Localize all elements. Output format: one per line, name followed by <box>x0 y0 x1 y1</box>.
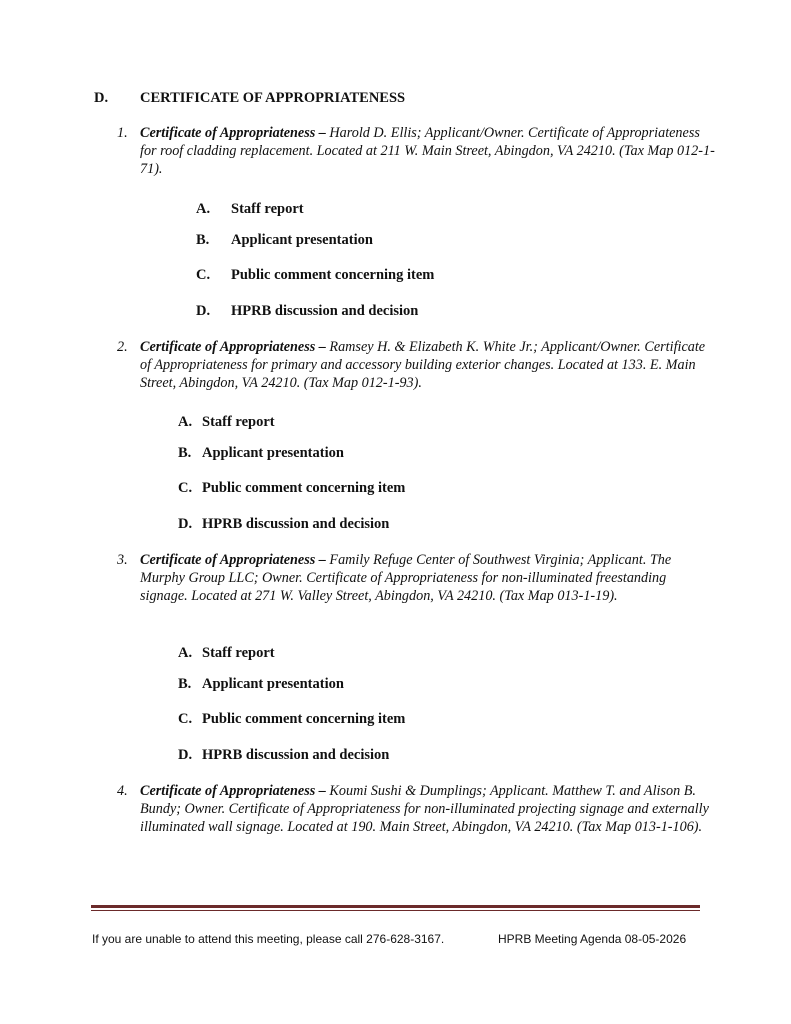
item-text: Koumi Sushi & Dumplings; Applicant. Matthew T. and Alison B. Bundy; Owner. Certificate of Appropriateness for non-illuminated projecting signage and externally illuminated wall signage. Located at 190. Main Street, Abingdon, VA 24210. (Tax Map 013-1-106). <box>140 783 709 835</box>
subitem: A. Staff report <box>178 645 275 661</box>
subitem: D. HPRB discussion and decision <box>178 516 390 532</box>
footer-divider <box>91 905 700 908</box>
section-heading <box>94 90 405 107</box>
item-description <box>140 782 717 836</box>
footer-contact-note: If you are unable to attend this meeting, please call 276-628-3167. <box>92 932 445 946</box>
subitem: B. Applicant presentation <box>178 676 344 692</box>
agenda-item <box>117 124 717 178</box>
item-description <box>140 124 717 178</box>
item-text: Ramsey H. & Elizabeth K. White Jr.; Applicant/Owner. Certificate of Appropriateness for primary and accessory building exterior changes. Located at 133. E. Main Street, Abingdon, VA 24210. (Tax Map 012-1-93). <box>140 339 706 391</box>
item-number: 4. <box>117 783 128 799</box>
subitem: D. HPRB discussion and decision <box>178 747 390 763</box>
section-letter: D. <box>94 90 109 106</box>
item-number: 1. <box>117 125 128 141</box>
subitem: C. Public comment concerning item <box>196 267 435 283</box>
subitem: B. Applicant presentation <box>196 232 373 248</box>
item-lead: Certificate of Appropriateness – <box>140 339 326 355</box>
item-description <box>140 551 717 605</box>
item-text: Harold D. Ellis; Applicant/Owner. Certificate of Appropriateness for roof cladding replacement. Located at 211 W. Main Street, Abingdon, VA 24210. (Tax Map 012-1-71). <box>140 125 715 177</box>
agenda-item <box>117 338 717 392</box>
item-description <box>140 338 717 392</box>
footer-divider-thin <box>91 910 700 911</box>
subitem: C. Public comment concerning item <box>178 711 406 727</box>
item-lead: Certificate of Appropriateness – <box>140 552 326 568</box>
section-title: CERTIFICATE OF APPROPRIATENESS <box>140 90 406 106</box>
agenda-item <box>117 782 717 836</box>
item-lead: Certificate of Appropriateness – <box>140 125 326 141</box>
item-number: 3. <box>117 552 128 568</box>
subitem: A. Staff report <box>196 201 304 217</box>
subitem: C. Public comment concerning item <box>178 480 406 496</box>
item-number: 2. <box>117 339 128 355</box>
agenda-item <box>117 551 717 605</box>
subitem: D. HPRB discussion and decision <box>196 303 419 319</box>
item-text: Family Refuge Center of Southwest Virginia; Applicant. The Murphy Group LLC; Owner. Certificate of Appropriateness for non-illuminated freestanding signage. Located at 271 W. Valley Street, Abingdon, VA 24210. (Tax Map 013-1-19). <box>140 552 672 604</box>
footer-agenda-label: HPRB Meeting Agenda 08-05-2026 <box>498 932 687 946</box>
subitem: B. Applicant presentation <box>178 445 344 461</box>
subitem: A. Staff report <box>178 414 275 430</box>
item-lead: Certificate of Appropriateness – <box>140 783 326 799</box>
